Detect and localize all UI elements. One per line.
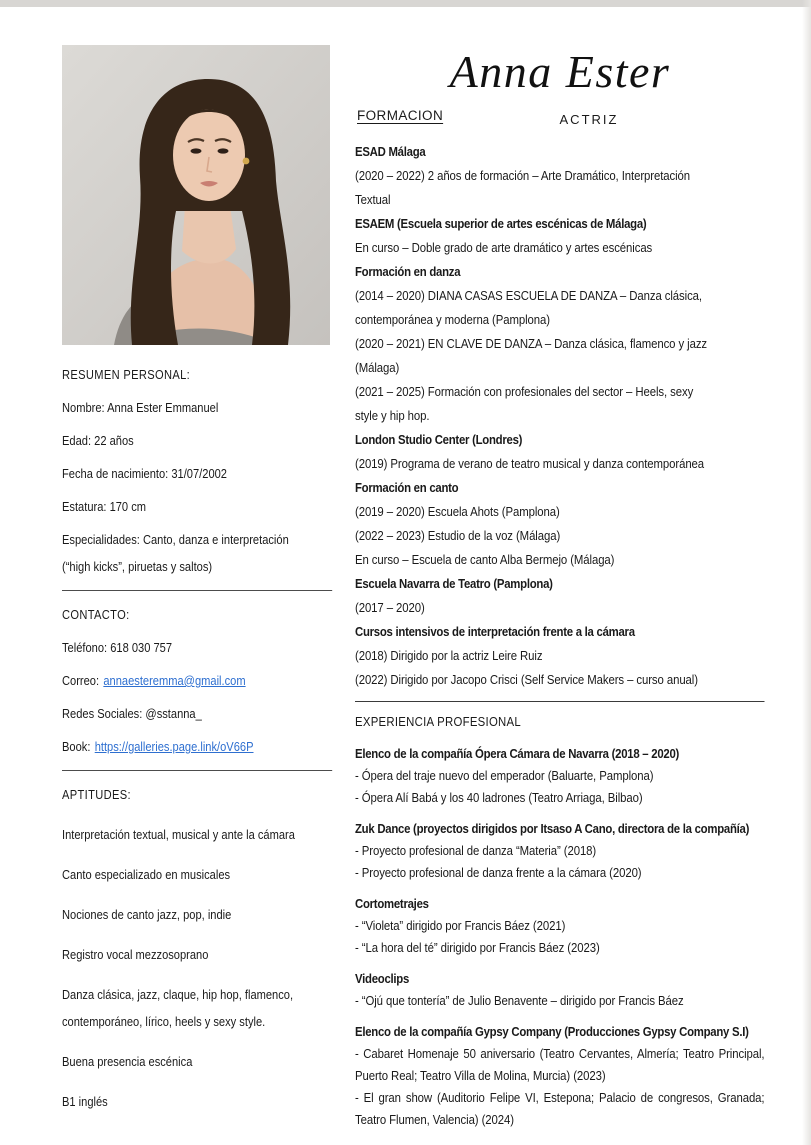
portrait-photo: [62, 45, 330, 345]
aptitude-item: Nociones de canto jazz, pop, indie: [62, 907, 232, 922]
formacion-entry-line: (2018) Dirigido por la actriz Leire Ruiz: [355, 648, 543, 663]
experience-entry-line: - Proyecto profesional de danza “Materia” (2018): [355, 843, 597, 858]
email-link[interactable]: annaesteremma@gmail.com: [103, 673, 246, 688]
summary-name: Nombre: Anna Ester Emmanuel: [62, 400, 219, 415]
formacion-entry-line: (2022 – 2023) Estudio de la voz (Málaga): [355, 528, 561, 543]
page-edge-right: [802, 0, 811, 1145]
experience-entry-title: Elenco de la compañía Gypsy Company (Producciones Gypsy Company S.I): [355, 1024, 749, 1039]
experience-entry: [355, 743, 765, 809]
summary-birthdate: Fecha de nacimiento: 31/07/2002: [62, 466, 227, 481]
formacion-entry-line: (2020 – 2021) EN CLAVE DE DANZA – Danza clásica, flamenco y jazz: [355, 336, 708, 351]
aptitude-item: Registro vocal mezzosoprano: [62, 947, 209, 962]
experience-entry: [355, 1021, 765, 1131]
formacion-entry-line: (2019) Programa de verano de teatro musical y danza contemporánea: [355, 456, 705, 471]
summary-specialties: Especialidades: Canto, danza e interpretación: [62, 532, 289, 547]
personal-summary-heading: RESUMEN PERSONAL:: [62, 367, 191, 382]
formacion-entry-line: En curso – Escuela de canto Alba Bermejo (Málaga): [355, 552, 615, 567]
role-subtitle: ACTRIZ: [559, 112, 619, 127]
formacion-heading: FORMACION: [357, 108, 444, 123]
formacion-entry-title: London Studio Center (Londres): [355, 432, 523, 447]
summary-age: Edad: 22 años: [62, 433, 134, 448]
formacion-entry-line: En curso – Doble grado de arte dramático y artes escénicas: [355, 240, 653, 255]
divider: [355, 701, 765, 702]
formacion-entry-title: Cursos intensivos de interpretación frente a la cámara: [355, 624, 635, 639]
formacion-entry-title: Formación en canto: [355, 480, 459, 495]
experience-entry: [355, 968, 765, 1012]
experience-entry: [355, 818, 765, 884]
formacion-entry-title: Escuela Navarra de Teatro (Pamplona): [355, 576, 553, 591]
aptitude-item-cont: contemporáneo, lírico, heels y sexy style.: [62, 1014, 266, 1029]
contact-heading: CONTACTO:: [62, 607, 130, 622]
formacion-entry-line: Textual: [355, 192, 391, 207]
experience-entry-title: Zuk Dance (proyectos dirigidos por Itsaso A Cano, directora de la compañía): [355, 821, 750, 836]
contact-phone: Teléfono: 618 030 757: [62, 640, 173, 655]
formacion-entry-title: ESAEM (Escuela superior de artes escénicas de Málaga): [355, 216, 647, 231]
page-edge-top: [0, 0, 811, 7]
contact-section: [62, 605, 332, 756]
aptitude-item: Canto especializado en musicales: [62, 867, 231, 882]
experience-entry-title: Elenco de la compañía Ópera Cámara de Navarra (2018 – 2020): [355, 746, 680, 761]
experience-section: [355, 710, 765, 1131]
experience-entry-line: - Cabaret Homenaje 50 aniversario (Teatro Cervantes, Almería; Teatro Principal, Puerto Real; Teatro Villa de Molina, Murcia) (2023): [355, 1046, 765, 1083]
aptitude-item: Danza clásica, jazz, claque, hip hop, flamenco,: [62, 987, 294, 1002]
experience-entry-line: - Proyecto profesional de danza frente a la cámara (2020): [355, 865, 642, 880]
divider: [62, 770, 332, 771]
experience-entry-title: Videoclips: [355, 971, 410, 986]
book-link[interactable]: https://galleries.page.link/oV66P: [94, 739, 254, 754]
experience-entry-line: - Ópera del traje nuevo del emperador (Baluarte, Pamplona): [355, 768, 654, 783]
portrait-illustration: [62, 45, 330, 345]
book-label: Book:: [62, 739, 91, 754]
divider: [62, 590, 332, 591]
contact-email-row: [62, 671, 332, 690]
formacion-entry-line: (2014 – 2020) DIANA CASAS ESCUELA DE DANZA – Danza clásica,: [355, 288, 702, 303]
right-column: [355, 44, 765, 1140]
summary-height: Estatura: 170 cm: [62, 499, 147, 514]
formacion-section: [355, 140, 765, 692]
formacion-entry-line: (2022) Dirigido por Jacopo Crisci (Self Service Makers – curso anual): [355, 672, 698, 687]
formacion-entry-line: (2019 – 2020) Escuela Ahots (Pamplona): [355, 504, 560, 519]
contact-social: Redes Sociales: @sstanna_: [62, 706, 202, 721]
aptitude-item: Buena presencia escénica: [62, 1054, 193, 1069]
experience-entry-line: - Ópera Alí Babá y los 40 ladrones (Teatro Arriaga, Bilbao): [355, 790, 643, 805]
experience-entry: [355, 893, 765, 959]
formacion-entry-line: (2020 – 2022) 2 años de formación – Arte Dramático, Interpretación: [355, 168, 691, 183]
experience-entry-line: - “La hora del té” dirigido por Francis Báez (2023): [355, 940, 600, 955]
formacion-entry-line: (2021 – 2025) Formación con profesionales del sector – Heels, sexy: [355, 384, 694, 399]
aptitudes-heading: APTITUDES:: [62, 787, 131, 802]
experience-entry-title: Cortometrajes: [355, 896, 429, 911]
personal-summary-section: [62, 365, 332, 576]
formacion-entry-line: (Málaga): [355, 360, 400, 375]
experience-entry-line: - El gran show (Auditorio Felipe VI, Estepona; Palacio de congresos, Granada; Teatro Flumen, Valencia) (2024): [355, 1090, 765, 1127]
role-row: [355, 104, 765, 134]
experience-entry-line: - “Violeta” dirigido por Francis Báez (2021): [355, 918, 566, 933]
formacion-entry-line: (2017 – 2020): [355, 600, 425, 615]
experience-heading: EXPERIENCIA PROFESIONAL: [355, 714, 521, 729]
left-column: [62, 45, 334, 1132]
formacion-entry-title: Formación en danza: [355, 264, 461, 279]
page-title: Anna Ester: [449, 46, 671, 97]
formacion-entry-title: ESAD Málaga: [355, 144, 426, 159]
email-label: Correo:: [62, 673, 100, 688]
summary-specialties-cont: (“high kicks”, piruetas y saltos): [62, 559, 213, 574]
aptitude-item: B1 inglés: [62, 1094, 108, 1109]
contact-book-row: [62, 737, 332, 756]
experience-entry-line: - “Ojú que tontería” de Julio Benavente – dirigido por Francis Báez: [355, 993, 684, 1008]
aptitude-item: Interpretación textual, musical y ante la cámara: [62, 827, 295, 842]
formacion-entry-line: contemporánea y moderna (Pamplona): [355, 312, 550, 327]
formacion-entry-line: style y hip hop.: [355, 408, 430, 423]
aptitudes-section: [62, 785, 332, 1111]
